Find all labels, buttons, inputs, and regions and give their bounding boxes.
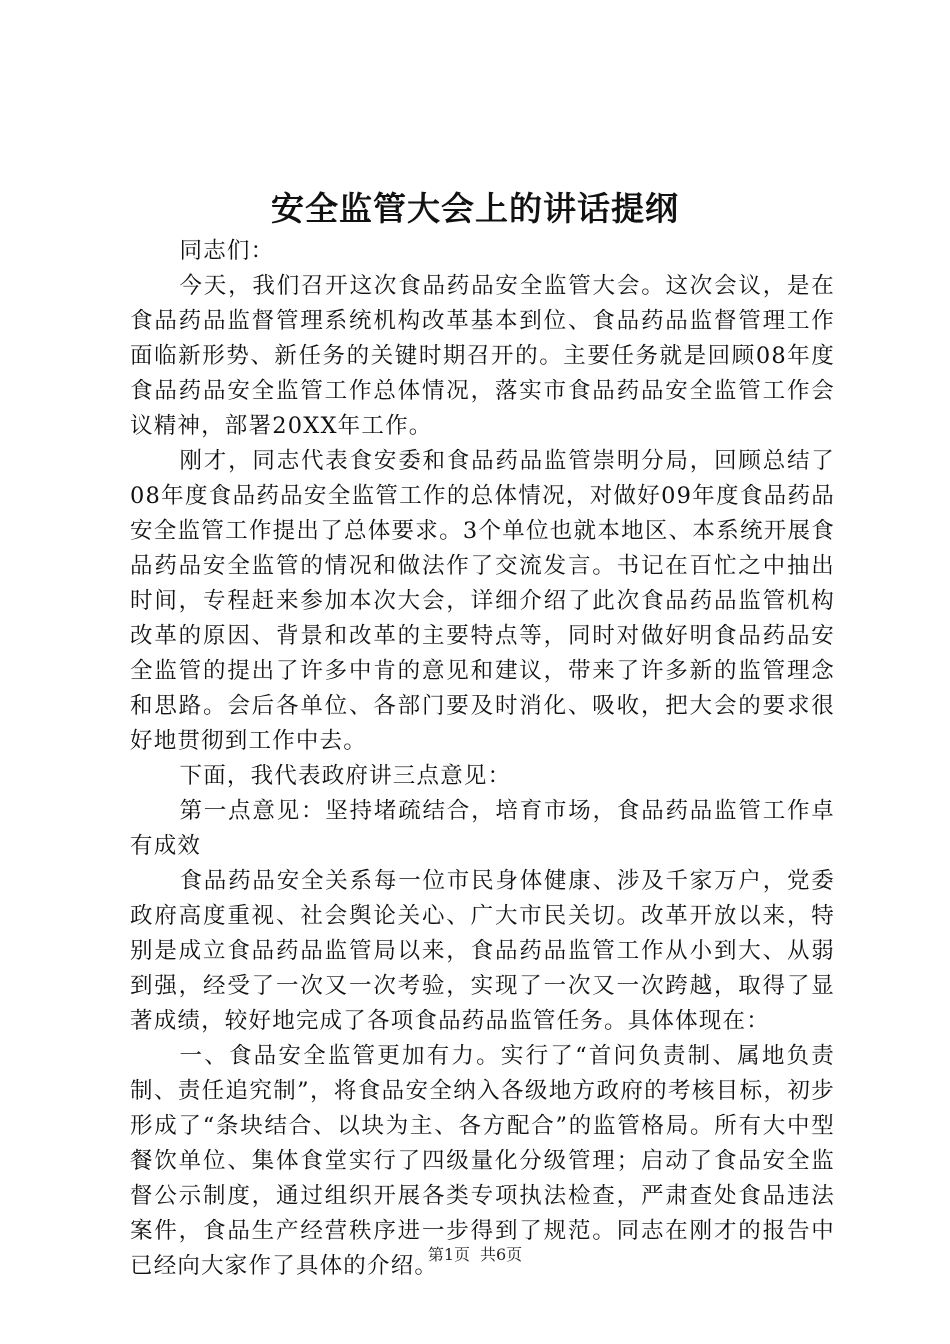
page-number: 第1页 (427, 1245, 470, 1264)
paragraph-first-point-heading: 第一点意见：坚持堵疏结合，培育市场，食品药品监管工作卓有成效 (130, 798, 835, 859)
page-total: 共6页 (480, 1245, 523, 1264)
paragraph-food-safety: 食品药品安全关系每一位市民身体健康、涉及千家万户，党委政府高度重视、社会舆论关心、广大市民关切。改革开放以来，特别是成立食品药品监管局以来，食品药品监管工作从小到大、从弱到强，经受了一次又一次考验，实现了一次又一次跨越，取得了显著成绩，较好地完成了各项食品药品监管任务。具体体现在： (130, 868, 835, 1034)
document-body (130, 234, 835, 1284)
document-title: 安全监管大会上的讲话提纲 (271, 189, 679, 228)
paragraph-three-points: 下面，我代表政府讲三点意见： (179, 763, 512, 789)
paragraph-item-one: 一、食品安全监管更加有力。实行了“首问负责制、属地负责制、责任追究制”，将食品安全纳入各级地方政府的考核目标，初步形成了“条块结合、以块为主、各方配合”的监管格局。所有大中型餐饮单位、集体食堂实行了四级量化分级管理；启动了食品安全监督公示制度，通过组织开展各类专项执法检查，严肃查处食品违法案件，食品生产经营秩序进一步得到了规范。同志在刚才的报告中已经向大家作了具体的介绍。 (130, 1043, 835, 1279)
page-footer (0, 1243, 950, 1267)
paragraph-intro: 今天，我们召开这次食品药品安全监管大会。这次会议，是在食品药品监督管理系统机构改革基本到位、食品药品监督管理工作面临新形势、新任务的关键时期召开的。主要任务就是回顾08年度食品药品安全监管工作总体情况，落实市食品药品安全监管工作会议精神，部署20XX年工作。 (130, 273, 835, 439)
salutation: 同志们： (179, 238, 275, 264)
paragraph-review: 刚才，同志代表食安委和食品药品监管崇明分局，回顾总结了08年度食品药品安全监管工作的总体情况，对做好09年度食品药品安全监管工作提出了总体要求。3个单位也就本地区、本系统开展食品药品安全监管的情况和做法作了交流发言。书记在百忙之中抽出时间，专程赶来参加本次大会，详细介绍了此次食品药品监管机构改革的原因、背景和改革的主要特点等，同时对做好明食品药品安全监管的提出了许多中肯的意见和建议，带来了许多新的监管理念和思路。会后各单位、各部门要及时消化、吸收，把大会的要求很好地贯彻到工作中去。 (130, 448, 835, 754)
